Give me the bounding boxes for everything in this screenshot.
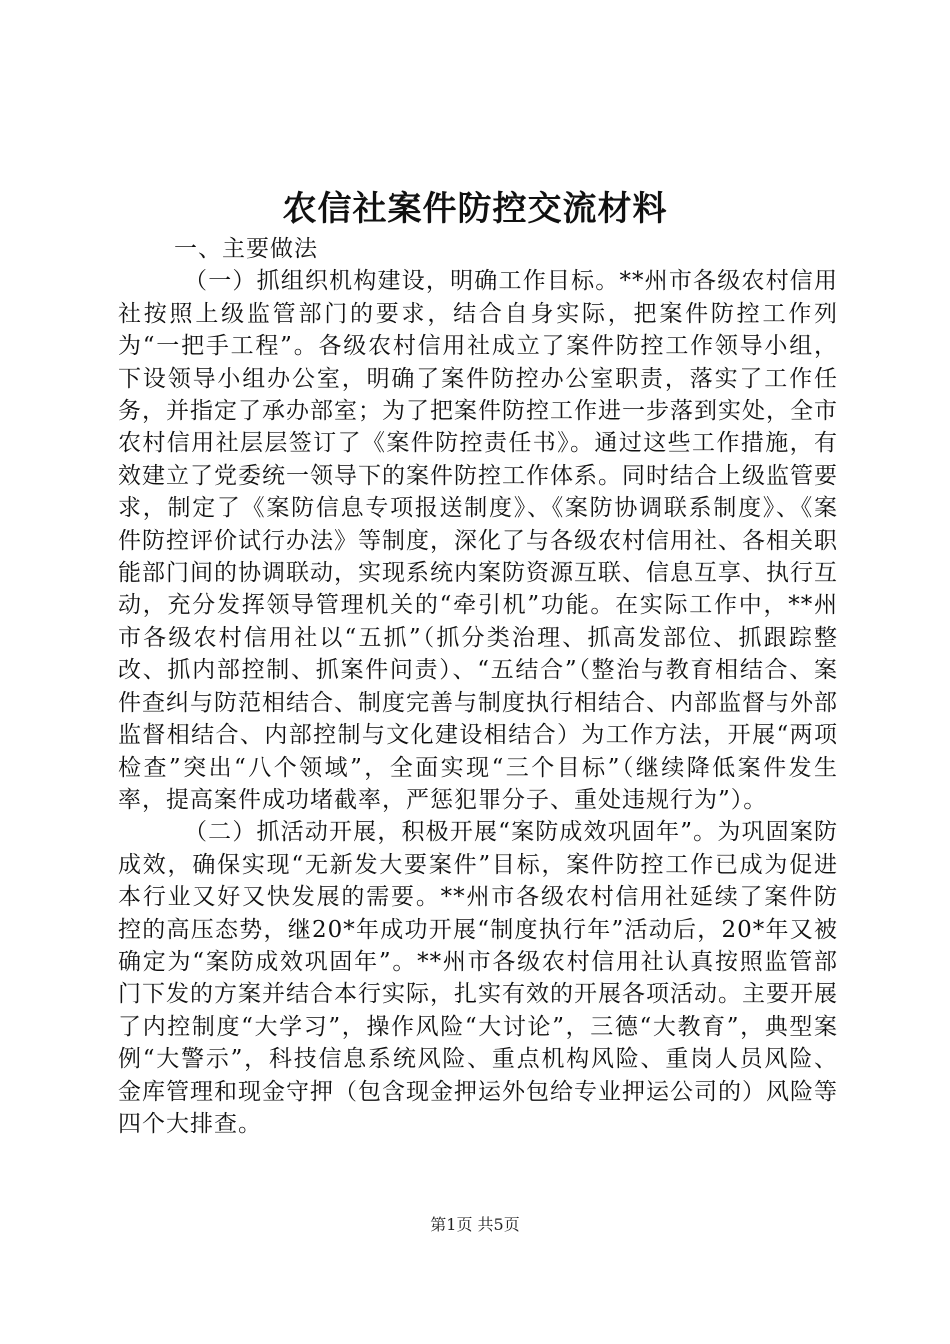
document-title: 农信社案件防控交流材料 xyxy=(282,189,668,229)
paragraph-2: （二）抓活动开展，积极开展“案防成效巩固年”。为巩固案防成效，确保实现“无新发大要案件”目标，案件防控工作已成为促进本行业又好又快发展的需要。**州市各级农村信用社延续了案件防控的高压态势，继20*年成功开展“制度执行年”活动后，20*年又被确定为“案防成效巩固年”。**州市各级农村信用社认真按照监管部门下发的方案并结合本行实际，扎实有效的开展各项活动。主要开展了内控制度“大学习”，操作风险“大讨论”，三德“大教育”，典型案例“大警示”，科技信息系统风险、重点机构风险、重岗人员风险、金库管理和现金守押（包含现金押运外包给专业押运公司的）风险等四个大排查。 xyxy=(118,819,838,1137)
page-number: 第1页 共5页 xyxy=(430,1215,520,1234)
paragraph-1: （一）抓组织机构建设，明确工作目标。**州市各级农村信用社按照上级监管部门的要求，结合自身实际，把案件防控工作列为“一把手工程”。各级农村信用社成立了案件防控工作领导小组，下设领导小组办公室，明确了案件防控办公室职责，落实了工作任务，并指定了承办部室；为了把案件防控工作进一步落到实处，全市农村信用社层层签订了《案件防控责任书》。通过这些工作措施，有效建立了党委统一领导下的案件防控工作体系。同时结合上级监管要求，制定了《案防信息专项报送制度》、《案防协调联系制度》、《案件防控评价试行办法》等制度，深化了与各级农村信用社、各相关职能部门间的协调联动，实现系统内案防资源互联、信息互享、执行互动，充分发挥领导管理机关的“牵引机”功能。在实际工作中，**州市各级农村信用社以“五抓”（抓分类治理、抓高发部位、抓跟踪整改、抓内部控制、抓案件问责）、“五结合”（整治与教育相结合、案件查纠与防范相结合、制度完善与制度执行相结合、内部监督与外部监督相结合、内部控制与文化建设相结合）为工作方法，开展“两项检查”突出“八个领域”，全面实现“三个目标”（继续降低案件发生率，提高案件成功堵截率，严惩犯罪分子、重处违规行为”）。 xyxy=(118,268,838,813)
section-heading: 一、主要做法 xyxy=(174,236,318,262)
document-body xyxy=(118,233,838,1140)
